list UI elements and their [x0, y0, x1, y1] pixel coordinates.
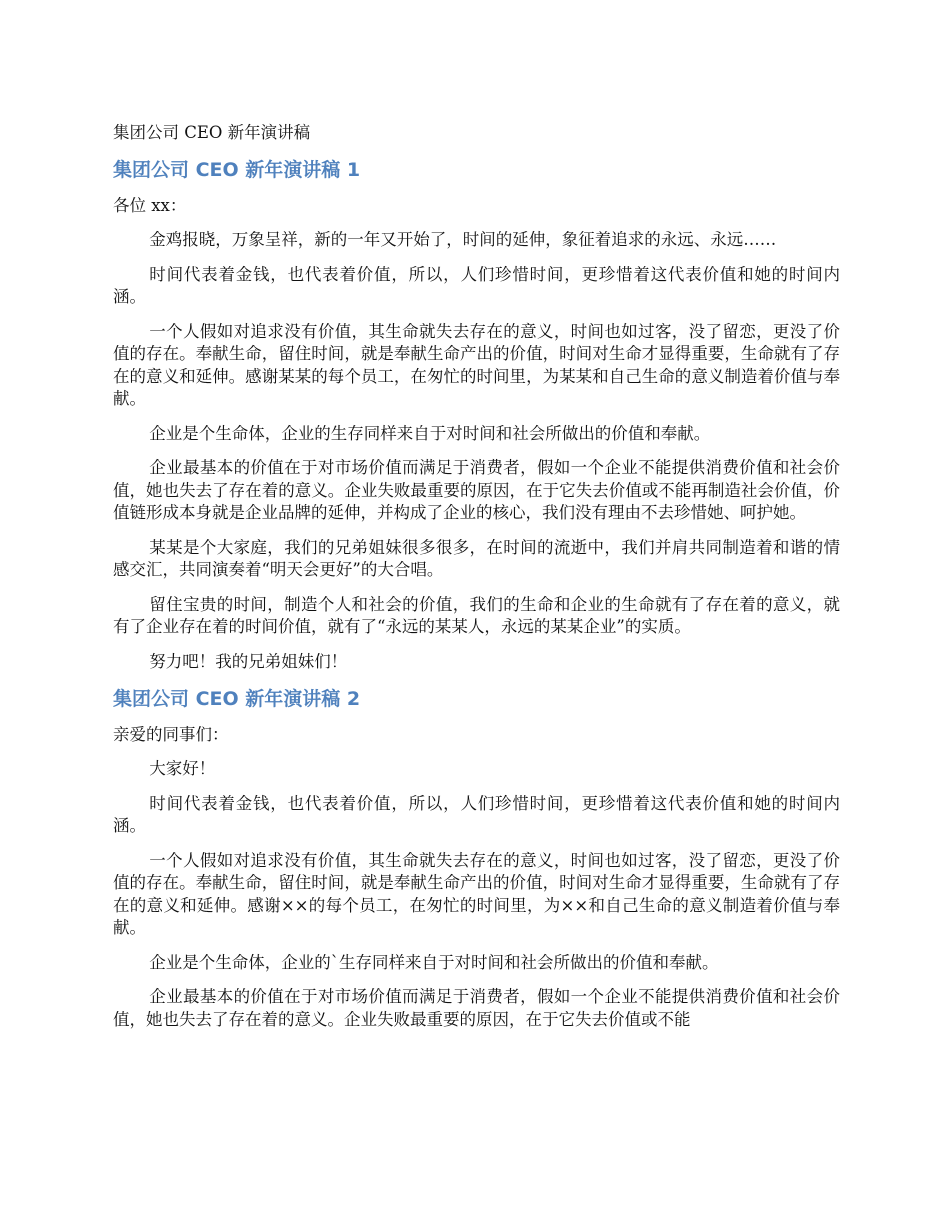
- section-1: [113, 156, 840, 673]
- paragraph: 企业最基本的价值在于对市场价值而满足于消费者，假如一个企业不能提供消费价值和社会价值，她也失去了存在着的意义。企业失败最重要的原因，在于它失去价值或不能再制造社会价值，价值链形成本身就是企业品牌的延伸，并构成了企业的核心，我们没有理由不去珍惜她、呵护她。: [113, 458, 840, 522]
- paragraph: 企业是个生命体，企业的`生存同样来自于对时间和社会所做出的价值和奉献。: [149, 952, 719, 972]
- paragraph: 企业是个生命体，企业的生存同样来自于对时间和社会所做出的价值和奉献。: [149, 423, 711, 443]
- paragraph: 时间代表着金钱，也代表着价值，所以，人们珍惜时间，更珍惜着这代表价值和她的时间内涵。: [113, 264, 840, 306]
- paragraph: 金鸡报晓，万象呈祥，新的一年又开始了，时间的延伸，象征着追求的永远、永远……: [149, 230, 777, 249]
- section-heading: 集团公司 CEO 新年演讲稿 2: [113, 688, 361, 710]
- paragraph: 企业最基本的价值在于对市场价值而满足于消费者，假如一个企业不能提供消费价值和社会价值，她也失去了存在着的意义。企业失败最重要的原因，在于它失去价值或不能: [113, 987, 840, 1029]
- salutation: 各位 xx：: [113, 196, 187, 215]
- paragraph: 时间代表着金钱，也代表着价值，所以，人们珍惜时间，更珍惜着这代表价值和她的时间内涵。: [113, 793, 840, 835]
- document-page: [113, 120, 840, 1043]
- paragraph: 努力吧！我的兄弟姐妹们！: [149, 651, 348, 671]
- paragraph: 留住宝贵的时间，制造个人和社会的价值，我们的生命和企业的生命就有了存在着的意义，就有了企业存在着的时间价值，就有了“永远的某某人，永远的某某企业”的实质。: [113, 594, 840, 636]
- document-title: 集团公司 CEO 新年演讲稿: [113, 123, 311, 142]
- paragraph: 某某是个大家庭，我们的兄弟姐妹很多很多，在时间的流逝中，我们并肩共同制造着和谐的情感交汇，共同演奏着“明天会更好”的大合唱。: [113, 537, 840, 579]
- paragraph: 大家好！: [149, 759, 216, 778]
- section-2: [113, 685, 840, 1031]
- paragraph: 一个人假如对追求没有价值，其生命就失去存在的意义，时间也如过客，没了留恋，更没了价值的存在。奉献生命，留住时间，就是奉献生命产出的价值，时间对生命才显得重要，生命就有了存在的意义和延伸。感谢某某的每个员工，在匆忙的时间里，为某某和自己生命的意义制造着价值与奉献。: [113, 321, 840, 408]
- paragraph: 一个人假如对追求没有价值，其生命就失去存在的意义，时间也如过客，没了留恋，更没了价值的存在。奉献生命，留住时间，就是奉献生命产出的价值，时间对生命才显得重要，生命就有了存在的意义和延伸。感谢××的每个员工，在匆忙的时间里，为××和自己生命的意义制造着价值与奉献。: [113, 850, 840, 937]
- salutation: 亲爱的同事们：: [113, 725, 229, 744]
- section-heading: 集团公司 CEO 新年演讲稿 1: [113, 159, 361, 181]
